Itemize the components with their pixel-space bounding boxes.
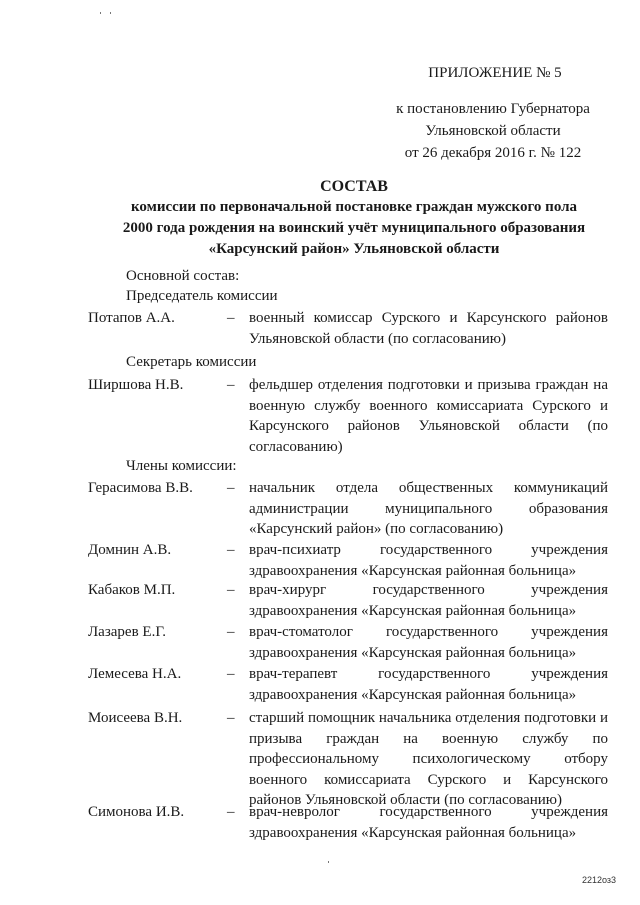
section-secretary: Секретарь комиссии <box>126 354 257 370</box>
member-position: врач-стоматолог государственного учреждения здравоохранения «Карсунская районная больница» <box>249 624 608 661</box>
member-name: Ширшова Н.В. <box>88 377 184 393</box>
section-main-composition: Основной состав: <box>126 268 240 284</box>
heading-line-2: 2000 года рождения на воинский учёт муниципального образования <box>122 220 586 236</box>
dash-separator: – <box>227 804 235 820</box>
annex-region-line: Ульяновской области <box>425 123 561 139</box>
member-name: Герасимова В.В. <box>88 480 193 496</box>
annex-decree-line: к постановлению Губернатора <box>396 101 590 117</box>
dash-separator: – <box>227 310 235 326</box>
member-position: фельдшер отделения подготовки и призыва граждан на военную службу военного комиссариата Сурского и Карсунского районов Ульяновской области (по согласованию) <box>249 377 608 455</box>
member-name: Моисеева В.Н. <box>88 710 183 726</box>
member-name: Кабаков М.П. <box>88 582 176 598</box>
member-name: Домнин А.В. <box>88 542 172 558</box>
scan-speck <box>100 12 101 14</box>
annex-title: ПРИЛОЖЕНИЕ № 5 <box>428 65 562 81</box>
dash-separator: – <box>227 377 235 393</box>
dash-separator: – <box>227 710 235 726</box>
dash-separator: – <box>227 542 235 558</box>
scan-speck <box>110 12 111 14</box>
member-name: Лазарев Е.Г. <box>88 624 167 640</box>
dash-separator: – <box>227 480 235 496</box>
member-name: Симонова И.В. <box>88 804 185 820</box>
member-position: старший помощник начальника отделения подготовки и призыва граждан на военную службу по профессиональному психологическому отбору военного комиссариата Сурского и Карсунского районов Ульяновской области (по согласованию) <box>249 710 608 808</box>
scan-speck <box>328 861 329 863</box>
member-position: врач-невролог государственного учреждения здравоохранения «Карсунская районная больница» <box>249 804 608 841</box>
heading-line-1: комиссии по первоначальной постановке граждан мужского пола <box>130 199 578 215</box>
member-position: врач-хирург государственного учреждения здравоохранения «Карсунская районная больница» <box>249 582 608 619</box>
member-position: военный комиссар Сурского и Карсунского районов Ульяновской области (по согласованию) <box>249 310 608 347</box>
annex-block <box>380 62 606 164</box>
section-members: Члены комиссии: <box>126 458 237 474</box>
heading-title: СОСТАВ <box>320 178 388 195</box>
section-chairman: Председатель комиссии <box>126 288 278 304</box>
dash-separator: – <box>227 624 235 640</box>
member-position: начальник отдела общественных коммуникаций администрации муниципального образования «Карсунский район» (по согласованию) <box>249 480 608 537</box>
annex-date-line: от 26 декабря 2016 г. № 122 <box>404 145 582 161</box>
heading-line-3: «Карсунский район» Ульяновской области <box>208 241 500 257</box>
member-position: врач-терапевт государственного учреждения здравоохранения «Карсунская районная больница» <box>249 666 608 703</box>
member-name: Потапов А.А. <box>88 310 175 326</box>
member-position: врач-психиатр государственного учреждения здравоохранения «Карсунская районная больница» <box>249 542 608 579</box>
dash-separator: – <box>227 666 235 682</box>
dash-separator: – <box>227 582 235 598</box>
document-code: 2212оз3 <box>581 875 616 885</box>
member-name: Лемесева Н.А. <box>88 666 182 682</box>
document-heading <box>80 176 628 260</box>
